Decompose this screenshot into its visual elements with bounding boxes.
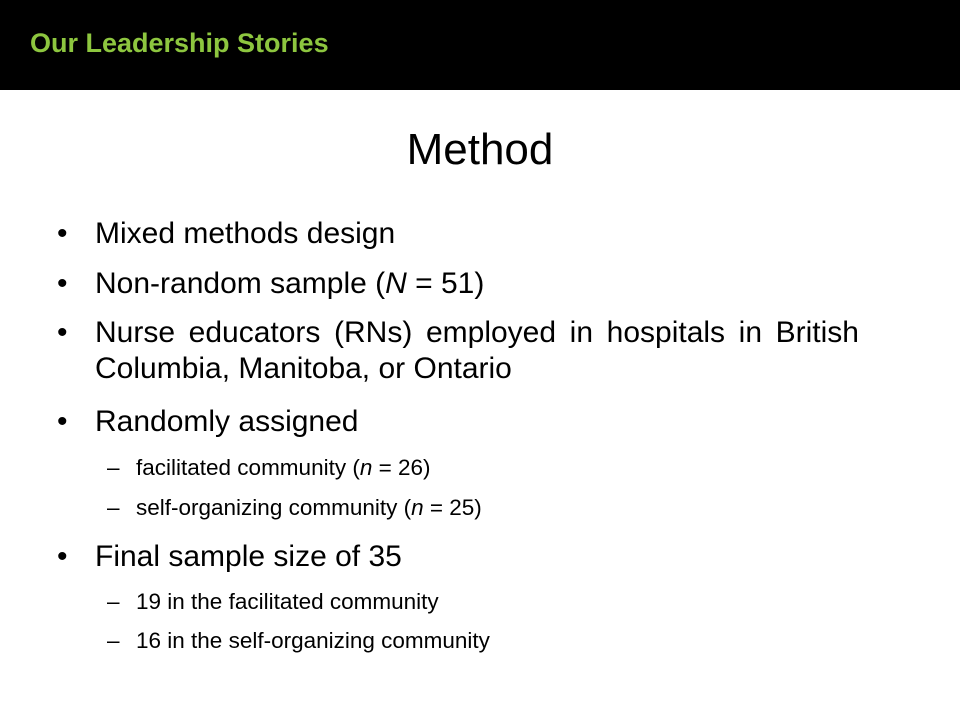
sub-bullet-item: [107, 494, 482, 522]
sub-bullet-text-start: self-organizing community (: [136, 495, 412, 520]
bullet-item: [57, 266, 485, 302]
group-size-symbol: n: [359, 455, 373, 480]
sub-bullet-text-end: = 26): [372, 455, 431, 480]
bullet-item: [57, 539, 402, 575]
sub-bullet-item: [107, 588, 439, 616]
bullet-text: Nurse educators (RNs) employed in hospitals in British Columbia, Manitoba, or Ontario: [95, 316, 859, 385]
group-size-symbol: n: [411, 495, 424, 520]
sub-bullet-text: 19 in the facilitated community: [136, 589, 439, 614]
sub-bullet-marker: –: [107, 495, 120, 520]
bullet-text-end: = 51): [406, 267, 485, 300]
header-title: Our Leadership Stories: [30, 28, 329, 58]
bullet-marker: •: [57, 405, 68, 438]
bullet-item: [57, 404, 359, 440]
bullet-text-start: Non-random sample (: [95, 267, 386, 300]
sub-bullet-item: [107, 454, 431, 482]
bullet-text: Final sample size of 35: [95, 540, 402, 573]
sub-bullet-text: 16 in the self-organizing community: [136, 628, 490, 653]
sub-bullet-marker: –: [107, 628, 120, 653]
sub-bullet-text-end: = 25): [423, 495, 482, 520]
bullet-item: [57, 315, 859, 387]
sub-bullet-marker: –: [107, 589, 120, 614]
sub-bullet-text-start: facilitated community (: [136, 455, 360, 480]
sub-bullet-item: [107, 627, 490, 655]
sub-bullet-marker: –: [107, 455, 120, 480]
bullet-marker: •: [57, 540, 68, 573]
sample-size-symbol: N: [385, 267, 407, 300]
bullet-text: Mixed methods design: [95, 217, 396, 250]
bullet-marker: •: [57, 217, 68, 250]
slide-title: Method: [406, 125, 554, 174]
bullet-marker: •: [57, 267, 68, 300]
bullet-text: Randomly assigned: [95, 405, 359, 438]
bullet-marker: •: [57, 316, 68, 349]
bullet-item: [57, 216, 396, 252]
